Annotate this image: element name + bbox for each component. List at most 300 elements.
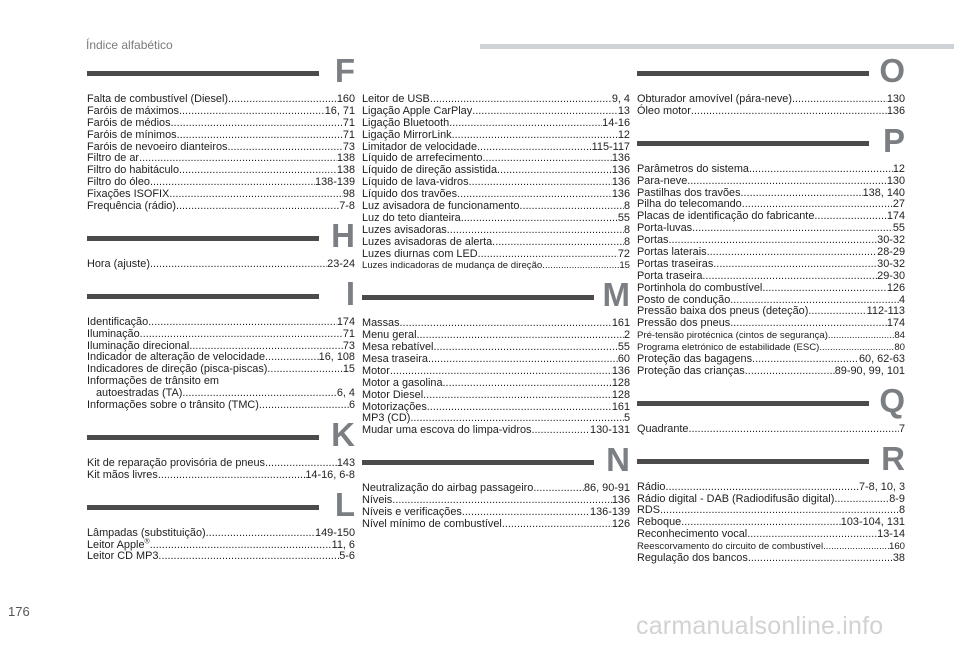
section-rule xyxy=(87,505,319,510)
entry-page: 136 xyxy=(611,364,630,377)
entry-label: Ligação Bluetooth xyxy=(362,116,450,129)
entry-label: Proteção das crianças xyxy=(637,364,745,377)
entry-label: Pilha do telecomando xyxy=(637,198,742,211)
entry-label: Falta de combustível (Diesel) xyxy=(87,93,229,105)
entry-label: Níveis e verificações xyxy=(362,506,462,519)
entry-label: Faróis de mínimos xyxy=(87,128,177,141)
entry-page: 72 xyxy=(617,247,630,260)
entry-label: Proteção das bagagens xyxy=(637,353,753,366)
entry-label: Fixações ISOFIX xyxy=(87,188,170,201)
section-rule xyxy=(637,401,869,406)
entry-label: Reconhecimento vocal xyxy=(637,528,748,541)
entry-page: 14-16 xyxy=(602,116,630,129)
entry-label: Filtro de ar xyxy=(87,152,140,165)
entry-page: 13 xyxy=(617,104,630,117)
entry-label-wrap xyxy=(637,494,834,506)
leader-dots xyxy=(519,201,624,213)
index-entry xyxy=(362,260,630,272)
entry-page: 38 xyxy=(892,552,905,565)
entry-page: 7-8, 10, 3 xyxy=(858,480,905,493)
entry-label: Faróis de médios xyxy=(87,116,171,129)
entry-page: 11, 6 xyxy=(331,538,355,551)
leader-dots xyxy=(808,306,866,318)
entry-label: Lâmpadas (substituição) xyxy=(87,526,206,539)
section-header xyxy=(87,485,355,528)
leader-dots xyxy=(472,106,618,118)
entry-page: 73 xyxy=(342,140,355,153)
leader-dots xyxy=(834,494,889,506)
spacer xyxy=(87,412,355,424)
page-header-title: Índice alfabético xyxy=(86,38,173,52)
leader-dots xyxy=(730,318,887,330)
spacer xyxy=(362,437,630,449)
entry-label-wrap xyxy=(362,425,531,437)
entry-page: 136 xyxy=(611,494,630,507)
entry-page: 8 xyxy=(898,504,905,517)
entry-label: Limitador de velocidade xyxy=(362,140,478,153)
entry-page: 13-14 xyxy=(877,528,905,541)
leader-dots xyxy=(265,352,319,364)
entry-label: Luzes avisadoras de alerta xyxy=(362,235,493,248)
index-entry xyxy=(637,106,905,118)
entry-page: 8 xyxy=(623,200,630,213)
leader-dots xyxy=(176,201,339,213)
leader-dots xyxy=(691,106,887,118)
entry-label: Leitor de USB xyxy=(362,93,430,105)
leader-dots xyxy=(497,165,612,177)
leader-dots xyxy=(713,259,877,271)
leader-dots xyxy=(267,364,342,376)
leader-dots xyxy=(148,317,337,329)
index-entry xyxy=(87,259,355,271)
entry-label: Faróis de máximos xyxy=(87,104,179,117)
entry-label: Portas laterais xyxy=(637,246,707,259)
entry-label: Regulação dos bancos xyxy=(637,552,748,565)
entry-page: 30-32 xyxy=(877,234,905,247)
leader-dots xyxy=(792,94,887,106)
entry-label: Líquido dos travões xyxy=(362,188,458,201)
entry-label: Porta-luvas xyxy=(637,222,693,235)
spacer xyxy=(362,272,630,284)
entry-label-wrap xyxy=(637,366,745,378)
index-entry xyxy=(87,470,355,482)
index-entry xyxy=(362,354,630,366)
entry-page: 160 xyxy=(888,541,905,553)
leader-dots xyxy=(741,188,863,200)
entry-page: 128 xyxy=(611,376,630,389)
index-entry xyxy=(637,494,905,506)
leader-dots xyxy=(478,249,618,261)
entry-page: 128 xyxy=(611,388,630,401)
index-entry xyxy=(637,553,905,565)
entry-label-wrap xyxy=(637,529,747,541)
entry-label: Níveis xyxy=(362,494,393,507)
leader-dots xyxy=(423,390,612,402)
entry-page: 4 xyxy=(898,293,905,306)
leader-dots xyxy=(433,342,617,354)
entry-label: Pré-tensão pirotécnica (cintos de segurança) xyxy=(637,330,828,342)
entry-page: 136 xyxy=(611,176,630,189)
section-letter: M xyxy=(602,276,630,314)
entry-label: Informações sobre o trânsito (TMC) xyxy=(87,399,259,412)
entry-page: 136-139 xyxy=(590,506,630,519)
entry-page: 84 xyxy=(894,330,905,342)
entry-page: 8-9 xyxy=(889,492,905,505)
index-entry xyxy=(362,425,630,437)
leader-dots xyxy=(469,177,612,189)
leader-dots xyxy=(158,551,339,563)
section-letter: P xyxy=(882,121,905,159)
entry-page: 55 xyxy=(617,341,630,354)
entry-label: Filtro do óleo xyxy=(87,176,150,189)
index-entry xyxy=(637,424,905,436)
spacer xyxy=(362,58,630,94)
entry-label: Leitor CD MP3 xyxy=(87,550,159,563)
entry-label-wrap xyxy=(87,470,158,482)
entry-page: 7 xyxy=(898,422,905,435)
leader-dots xyxy=(482,153,611,165)
entry-page: 174 xyxy=(886,317,905,330)
section-header xyxy=(362,441,630,483)
entry-page: 138 xyxy=(336,164,355,177)
entry-label: Informações de trânsito em xyxy=(87,375,219,388)
entry-page: 71 xyxy=(342,116,355,129)
entry-label-wrap xyxy=(637,318,730,330)
entry-label-wrap xyxy=(637,424,688,436)
entry-label: Menu geral xyxy=(362,329,417,342)
section-header xyxy=(637,52,905,94)
entry-page: 138-139 xyxy=(315,176,355,189)
entry-label: autoestradas (TA) xyxy=(96,387,183,400)
entry-label: Pressão dos pneus xyxy=(637,317,731,330)
section-letter: K xyxy=(331,415,355,453)
leader-dots xyxy=(823,541,889,553)
section-letter: I xyxy=(345,274,355,312)
section-letter: N xyxy=(606,441,630,479)
spacer xyxy=(637,436,905,448)
section-rule xyxy=(637,459,869,464)
entry-label: Reescorvamento do circuito de combustível xyxy=(637,541,824,553)
spacer xyxy=(87,271,355,283)
entry-label: Indicador de alteração de velocidade xyxy=(87,351,266,364)
entry-page: 136 xyxy=(886,104,905,117)
entry-label: Faróis de nevoeiro dianteiros xyxy=(87,140,228,153)
entry-label: Luzes diurnas com LED xyxy=(362,247,478,260)
leader-dots xyxy=(762,283,887,295)
leader-dots xyxy=(206,528,315,540)
entry-page: 98 xyxy=(342,188,355,201)
leader-dots xyxy=(688,424,898,436)
leader-dots xyxy=(150,259,327,271)
entry-page: 15 xyxy=(619,260,630,272)
entry-page: 160 xyxy=(336,93,355,105)
entry-page: 112-113 xyxy=(866,305,905,318)
leader-dots xyxy=(533,483,584,495)
entry-label: Parâmetros do sistema xyxy=(637,162,749,175)
entry-label-wrap xyxy=(637,106,691,118)
entry-label: Iluminação direcional xyxy=(87,339,190,352)
index-entry xyxy=(362,519,630,531)
entry-label: Frequência (rádio) xyxy=(87,200,176,213)
entry-page: 15 xyxy=(342,363,355,376)
entry-page: 174 xyxy=(336,315,355,328)
entry-page: 55 xyxy=(617,211,630,224)
entry-page: 71 xyxy=(342,327,355,340)
entry-label: Nível mínimo de combustível xyxy=(362,517,502,530)
entry-label-superscript: ® xyxy=(144,537,150,545)
entry-page: 8 xyxy=(623,223,630,236)
entry-label: Neutralização do airbag passageiro xyxy=(362,482,534,495)
entry-page: 14-16, 6-8 xyxy=(305,468,355,481)
watermark: carmanualsonline.info xyxy=(636,612,884,640)
entry-label: Luzes avisadoras xyxy=(362,223,447,236)
entry-label: Rádio digital - DAB (Radiodifusão digital) xyxy=(637,492,835,505)
leader-dots xyxy=(227,142,342,154)
entry-page: 6, 4 xyxy=(336,387,355,400)
entry-page: 174 xyxy=(886,210,905,223)
entry-label-wrap xyxy=(87,201,176,213)
index-entry xyxy=(87,201,355,213)
section-rule xyxy=(87,435,319,440)
entry-label: Identificação xyxy=(87,315,149,328)
index-entry xyxy=(637,318,905,330)
entry-page: 16, 108 xyxy=(318,351,355,364)
entry-page: 161 xyxy=(611,400,630,413)
entry-page: 86, 90-91 xyxy=(583,482,630,495)
entry-page: 60 xyxy=(617,353,630,366)
entry-label: Mesa traseira xyxy=(362,353,428,366)
leader-dots xyxy=(492,237,624,249)
entry-label: Ligação MirrorLink xyxy=(362,128,452,141)
entry-page: 5-6 xyxy=(339,550,355,563)
entry-label-wrap xyxy=(637,553,748,565)
entry-label: Luz do teto dianteira xyxy=(362,211,461,224)
leader-dots xyxy=(828,330,894,342)
spacer xyxy=(87,482,355,494)
entry-label: Rádio xyxy=(637,480,666,493)
entry-page: 130-131 xyxy=(590,424,630,437)
entry-page: 9, 4 xyxy=(611,93,630,105)
leader-dots xyxy=(179,165,337,177)
entry-label: Obturador amovível (pára-neve) xyxy=(637,93,792,105)
entry-page: 8 xyxy=(623,235,630,248)
entry-page: 80 xyxy=(894,342,905,354)
entry-label: Quadrante xyxy=(637,422,689,435)
index-entry xyxy=(87,400,355,412)
entry-label: Portinhola do combustível xyxy=(637,281,763,294)
entry-page: 23-24 xyxy=(327,257,355,270)
entry-label: Para-neve xyxy=(637,174,688,187)
index-entry xyxy=(637,366,905,378)
entry-label: Luzes indicadoras de mudança de direção xyxy=(362,260,543,272)
leader-dots xyxy=(259,400,349,412)
entry-page: 89-90, 99, 101 xyxy=(834,364,905,377)
entry-page: 126 xyxy=(611,517,630,530)
entry-label: Pressão baixa dos pneus (deteção) xyxy=(637,305,809,318)
section-letter: F xyxy=(334,52,355,89)
entry-page: 138, 140 xyxy=(862,186,905,199)
entry-page: 138 xyxy=(336,152,355,165)
entry-page: 73 xyxy=(342,339,355,352)
spacer xyxy=(87,213,355,225)
entry-page: 143 xyxy=(336,456,355,469)
entry-page: 136 xyxy=(611,152,630,165)
section-header xyxy=(87,415,355,458)
section-rule xyxy=(362,295,594,300)
entry-page: 136 xyxy=(611,188,630,201)
entry-page: 115-117 xyxy=(591,140,630,153)
index-entry xyxy=(637,330,905,342)
entry-label: Motor Diesel xyxy=(362,388,424,401)
entry-page: 12 xyxy=(892,162,905,175)
index-entry xyxy=(637,223,905,235)
entry-label: MP3 (CD) xyxy=(362,412,411,425)
section-header xyxy=(87,274,355,317)
leader-dots xyxy=(542,260,619,272)
leader-dots xyxy=(150,540,332,552)
entry-label: Reboque xyxy=(637,516,682,529)
entry-label: Iluminação xyxy=(87,327,140,340)
leader-dots xyxy=(169,189,343,201)
entry-page: 5 xyxy=(623,412,630,425)
section-rule xyxy=(87,71,319,76)
leader-dots xyxy=(748,553,893,565)
entry-label: Líquido de lava-vidros xyxy=(362,176,469,189)
section-header xyxy=(87,52,355,94)
page-number: 176 xyxy=(8,604,30,619)
section-letter: H xyxy=(331,216,355,254)
section-letter: R xyxy=(881,439,905,477)
leader-dots xyxy=(417,330,624,342)
entry-label-wrap xyxy=(362,519,502,531)
entry-page: 27 xyxy=(892,198,905,211)
index-column-2 xyxy=(362,58,630,531)
entry-label-wrap xyxy=(87,551,158,563)
entry-label: Massas xyxy=(362,317,400,330)
leader-dots xyxy=(531,425,590,437)
section-letter: L xyxy=(334,485,355,523)
spacer xyxy=(637,118,905,130)
entry-label: Posto de condução xyxy=(637,293,731,306)
entry-page: 130 xyxy=(886,93,905,105)
section-header xyxy=(637,121,905,164)
section-rule xyxy=(87,236,319,241)
entry-label: Kit mãos livres xyxy=(87,468,158,481)
leader-dots xyxy=(749,164,893,176)
leader-dots xyxy=(427,402,612,414)
leader-dots xyxy=(692,223,893,235)
entry-label: RDS xyxy=(637,504,660,517)
section-header xyxy=(87,216,355,259)
leader-dots xyxy=(747,529,877,541)
entry-label: Ligação Apple CarPlay xyxy=(362,104,473,117)
section-rule xyxy=(362,460,594,465)
entry-label: Motor a gasolina xyxy=(362,376,443,389)
entry-label-wrap xyxy=(362,260,542,272)
index-column-3 xyxy=(637,52,905,565)
header-bar xyxy=(480,44,954,49)
index-entry xyxy=(362,483,630,495)
entry-label: Óleo motor xyxy=(637,104,691,117)
leader-dots xyxy=(814,211,886,223)
leader-dots xyxy=(179,106,325,118)
entry-label: Filtro do habitáculo xyxy=(87,164,180,177)
spacer xyxy=(637,378,905,390)
section-letter: O xyxy=(879,52,905,89)
leader-dots xyxy=(171,118,343,130)
entry-label: Placas de identificação do fabricante xyxy=(637,210,815,223)
entry-label: Programa eletrónico de estabilidade (ESC) xyxy=(637,342,820,354)
leader-dots xyxy=(707,247,878,259)
entry-label: Motorizações xyxy=(362,400,427,413)
entry-page: 30-32 xyxy=(877,257,905,270)
leader-dots xyxy=(158,470,306,482)
leader-dots xyxy=(443,378,612,390)
entry-page: 136 xyxy=(611,164,630,177)
index-entry xyxy=(637,529,905,541)
leader-dots xyxy=(228,94,337,106)
index-entry xyxy=(87,551,355,563)
leader-dots xyxy=(745,366,835,378)
entry-page: 161 xyxy=(611,317,630,330)
entry-label: Pastilhas dos travões xyxy=(637,186,741,199)
entry-page: 126 xyxy=(886,281,905,294)
entry-page: 29-30 xyxy=(877,269,905,282)
entry-label-wrap xyxy=(362,249,478,261)
leader-dots xyxy=(502,519,612,531)
leader-dots xyxy=(400,318,612,330)
leader-dots xyxy=(477,142,592,154)
entry-page: 16, 71 xyxy=(324,104,355,117)
entry-page: 28-29 xyxy=(877,246,905,259)
entry-label: Porta traseira xyxy=(637,269,703,282)
entry-page: 149-150 xyxy=(315,526,355,539)
entry-label-wrap xyxy=(637,330,828,342)
leader-dots xyxy=(428,354,618,366)
entry-label-wrap xyxy=(87,259,150,271)
entry-label: Mesa rebatível xyxy=(362,341,434,354)
entry-label-wrap xyxy=(87,400,259,412)
entry-page: 2 xyxy=(623,329,630,342)
section-rule xyxy=(637,71,869,76)
entry-page: 130 xyxy=(886,174,905,187)
entry-page: 103-104, 131 xyxy=(840,516,905,529)
entry-label: Portas traseiras xyxy=(637,257,714,270)
entry-label: Líquido de direção assistida xyxy=(362,164,498,177)
entry-label-wrap xyxy=(87,375,219,387)
entry-label: Líquido de arrefecimento xyxy=(362,152,483,165)
leader-dots xyxy=(150,177,315,189)
entry-label: Kit de reparação provisória de pneus xyxy=(87,456,265,469)
section-rule xyxy=(87,294,319,299)
entry-label: Motor xyxy=(362,364,390,377)
entry-label: Luz avisadora de funcionamento xyxy=(362,200,520,213)
section-letter: Q xyxy=(879,381,905,419)
entry-label: Mudar uma escova do limpa-vidros xyxy=(362,424,532,437)
section-rule xyxy=(637,141,869,146)
entry-label: Portas xyxy=(637,234,669,247)
section-header xyxy=(362,276,630,318)
entry-page: 6 xyxy=(348,399,355,412)
section-header xyxy=(637,439,905,482)
leader-dots xyxy=(461,213,618,225)
leader-dots xyxy=(449,118,602,130)
entry-page: 7-8 xyxy=(339,200,355,213)
entry-label: Hora (ajuste) xyxy=(87,257,150,270)
entry-page: 71 xyxy=(342,128,355,141)
entry-label: Indicadores de direção (pisca-piscas) xyxy=(87,363,268,376)
entry-label: Leitor Apple xyxy=(87,538,145,551)
